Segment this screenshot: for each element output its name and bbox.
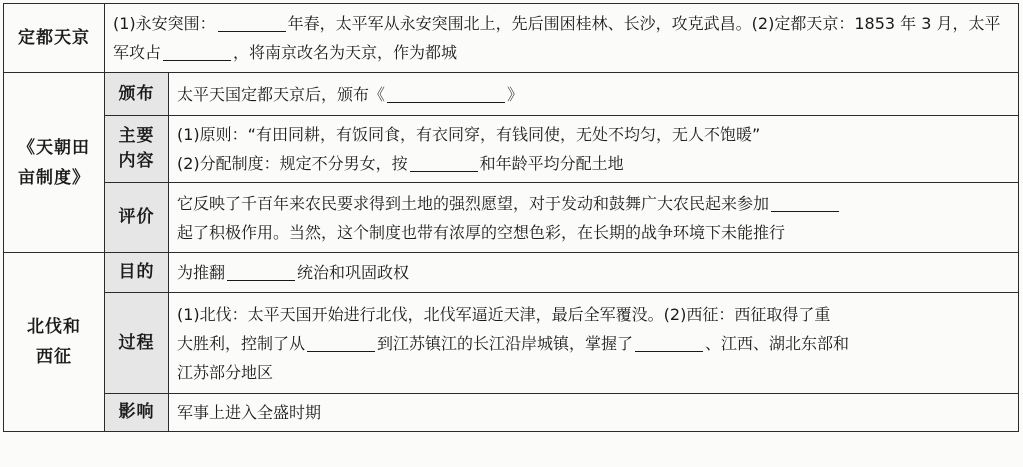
- row-beifa-guocheng: [4, 293, 1019, 394]
- label-line: 内容: [118, 151, 155, 171]
- text-line: [177, 189, 1010, 218]
- row-tianchao-banbu: [4, 73, 1019, 116]
- text: (2)分配制度：规定不分男女，按: [177, 154, 408, 173]
- fill-blank-population: [410, 155, 478, 172]
- fill-blank-city: [163, 44, 231, 61]
- text: 统治和巩固政权: [297, 263, 410, 282]
- label-mudi: 目的: [105, 253, 169, 293]
- section-title-dingdu-tianjing: 定都天京: [4, 4, 105, 73]
- text: 》: [507, 84, 524, 104]
- text-line: (1)原则：“有田同耕，有饭同食，有衣同穿，有钱同使，无处不均匀，无人不饱暖”: [177, 125, 761, 144]
- text-line: [177, 329, 1010, 358]
- text-line: 起了积极作用。当然，这个制度也带有浓厚的空想色彩，在长期的战争环境下未能推行: [177, 222, 786, 242]
- section-title-line: 西征: [36, 347, 72, 367]
- section-title-line: 北伐和: [27, 317, 81, 337]
- fill-blank-province: [635, 335, 703, 352]
- text: 京：1853 年 3 月，太平军攻占: [113, 14, 1001, 62]
- section-title-line: 《天朝田: [18, 137, 90, 158]
- fill-blank-document: [387, 86, 505, 103]
- text: 大胜利，控制了从: [177, 333, 306, 353]
- label-yingxiang: 影响: [105, 394, 169, 432]
- text: 、江西、湖北东部和: [705, 333, 850, 353]
- mudi-content: [169, 253, 1019, 293]
- label-banbu: 颁布: [105, 73, 169, 116]
- row-beifa-mudi: [4, 253, 1019, 293]
- text: ，将南京改名为天京，作为都城: [233, 43, 458, 62]
- guocheng-content: [169, 293, 1019, 394]
- label-guocheng: 过程: [105, 293, 169, 394]
- text: 和年龄平均分配土地: [479, 154, 624, 173]
- fill-blank-dynasty: [227, 264, 295, 281]
- section-title-tianchao-tianmu: [4, 73, 105, 253]
- fill-blank-start-city: [307, 335, 375, 352]
- label-pingjia: 评价: [105, 183, 169, 253]
- label-line: 主要: [118, 126, 155, 146]
- label-zhuyao-neirong: [105, 116, 169, 183]
- neirong-content: [169, 116, 1019, 183]
- text-line: (1)北伐：太平天国开始进行北伐，北伐军逼近天津，最后全军覆没。(2)西征：西征取得了重: [177, 304, 831, 324]
- text: 年春，太平军从永安突围北上，先后围困桂林、长沙，攻克武昌。(2)定都天: [287, 14, 823, 33]
- row-tianchao-pingjia: [4, 183, 1019, 253]
- text: 太平天国定都天京后，颁布《: [177, 84, 386, 104]
- banbu-content: [169, 73, 1019, 116]
- knowledge-table: [3, 3, 1019, 432]
- text: 它反映了千百年来农民要求得到土地的强烈愿望，对于发动和鼓舞广大农民起来参加: [177, 193, 770, 213]
- fill-blank-event: [771, 195, 839, 212]
- pingjia-content: [169, 183, 1019, 253]
- text: 到江苏镇江的长江沿岸城镇，掌握了: [377, 333, 634, 353]
- text: (1)永安突围：: [113, 14, 216, 33]
- text: 为推翻: [177, 263, 226, 282]
- section-title-line: 亩制度》: [18, 167, 90, 188]
- text-line: [177, 149, 1010, 178]
- section-title-beifa-xizheng: [4, 253, 105, 432]
- fill-blank-year: [218, 15, 286, 32]
- row-dingdu-tianjing: [4, 4, 1019, 73]
- yingxiang-content: 军事上进入全盛时期: [169, 394, 1019, 432]
- row-beifa-yingxiang: [4, 394, 1019, 432]
- dingdu-tianjing-content: [105, 4, 1019, 73]
- row-tianchao-neirong: [4, 116, 1019, 183]
- text-line: 江苏部分地区: [177, 362, 274, 382]
